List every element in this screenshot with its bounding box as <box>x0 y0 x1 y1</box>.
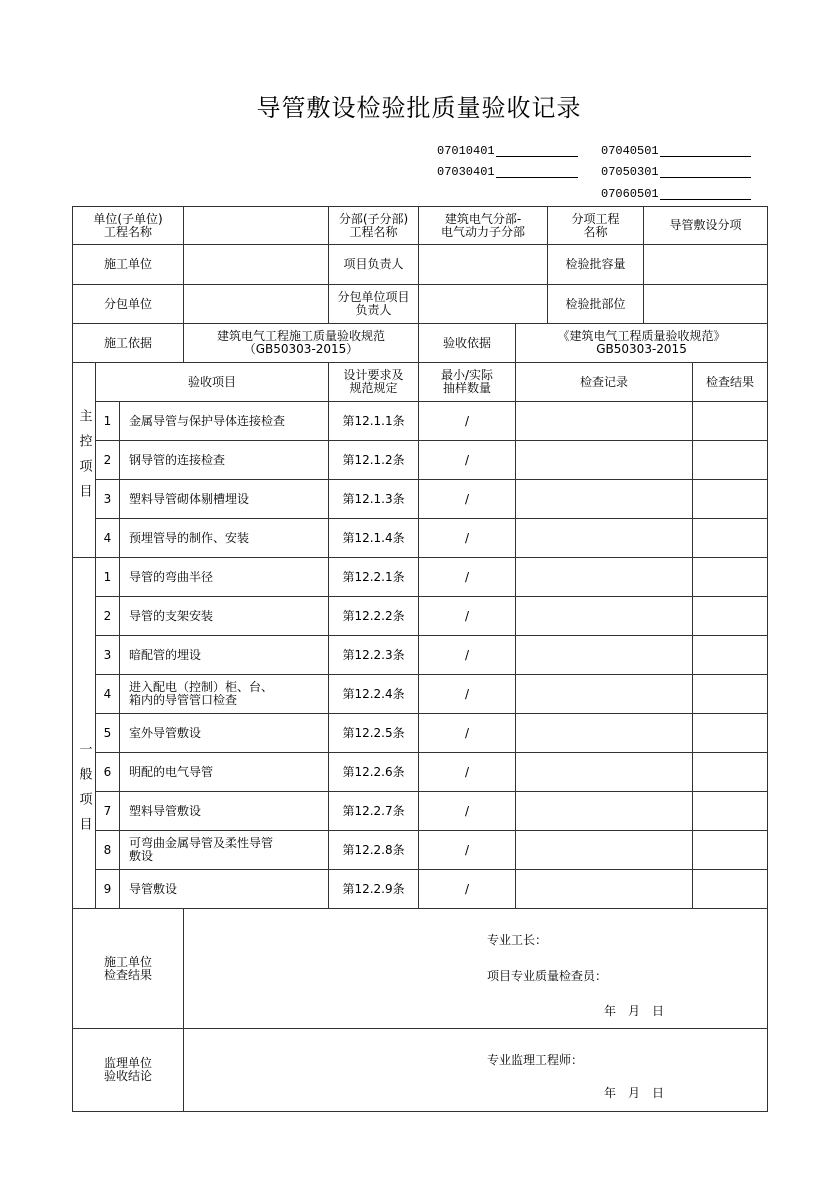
table-row <box>73 558 768 597</box>
item-sample: / <box>419 597 516 636</box>
col-item: 验收项目 <box>96 363 329 402</box>
item-sample: / <box>419 558 516 597</box>
item-record[interactable] <box>516 675 693 714</box>
table-row <box>73 831 768 870</box>
item-no: 2 <box>96 597 120 636</box>
table-row <box>73 753 768 792</box>
item-name: 进入配电（控制）柜、台、 箱内的导管管口检查 <box>120 675 329 714</box>
basis-value: 建筑电气工程施工质量验收规范 （GB50303-2015） <box>184 324 419 363</box>
item-record[interactable] <box>516 792 693 831</box>
table-row <box>73 636 768 675</box>
item-result[interactable] <box>693 753 768 792</box>
item-sample: / <box>419 831 516 870</box>
code-blank[interactable] <box>496 177 578 178</box>
item-clause: 第12.2.4条 <box>329 675 419 714</box>
code-blank[interactable] <box>496 156 578 157</box>
item-record[interactable] <box>516 558 693 597</box>
item-clause: 第12.2.8条 <box>329 831 419 870</box>
contractor-result-label: 施工单位 检查结果 <box>73 909 184 1029</box>
item-sample: / <box>419 792 516 831</box>
table-row <box>73 675 768 714</box>
item-result[interactable] <box>693 519 768 558</box>
item-no: 5 <box>96 714 120 753</box>
date-label: 年 月 日 <box>604 1086 665 1100</box>
main-control-text: 主控项目 <box>76 408 92 509</box>
contractor-value[interactable] <box>184 245 329 285</box>
item-record[interactable] <box>516 402 693 441</box>
contractor-label: 施工单位 <box>73 245 184 285</box>
item-name: 暗配管的埋设 <box>120 636 329 675</box>
item-clause: 第12.1.4条 <box>329 519 419 558</box>
item-sample: / <box>419 870 516 909</box>
item-clause: 第12.2.1条 <box>329 558 419 597</box>
item-result[interactable] <box>693 636 768 675</box>
col-design: 设计要求及 规范规定 <box>329 363 419 402</box>
item-clause: 第12.1.3条 <box>329 480 419 519</box>
item-name: 导管敷设 <box>120 870 329 909</box>
item-result[interactable] <box>693 792 768 831</box>
item-sample: / <box>419 441 516 480</box>
item-clause: 第12.2.5条 <box>329 714 419 753</box>
subitem-label: 分项工程 名称 <box>548 207 644 245</box>
unit-label: 单位(子单位) 工程名称 <box>73 207 184 245</box>
item-no: 9 <box>96 870 120 909</box>
item-result[interactable] <box>693 441 768 480</box>
main-control-label <box>73 363 96 558</box>
code: 07030401 <box>437 165 495 179</box>
item-no: 1 <box>96 402 120 441</box>
item-no: 1 <box>96 558 120 597</box>
item-record[interactable] <box>516 519 693 558</box>
item-name: 可弯曲金属导管及柔性导管 敷设 <box>120 831 329 870</box>
supervisor-label: 监理单位 验收结论 <box>73 1029 184 1112</box>
item-name: 钢导管的连接检查 <box>120 441 329 480</box>
sub-value[interactable] <box>184 285 329 324</box>
code-blank[interactable] <box>660 177 751 178</box>
item-name: 导管的弯曲半径 <box>120 558 329 597</box>
item-sample: / <box>419 519 516 558</box>
contractor-result-area[interactable] <box>184 909 768 1029</box>
item-clause: 第12.2.6条 <box>329 753 419 792</box>
table-row <box>73 441 768 480</box>
general-label <box>73 558 96 909</box>
capacity-label: 检验批容量 <box>548 245 644 285</box>
item-record[interactable] <box>516 636 693 675</box>
pm-label: 项目负责人 <box>329 245 419 285</box>
item-record[interactable] <box>516 831 693 870</box>
unit-value[interactable] <box>184 207 329 245</box>
col-sample: 最小/实际 抽样数量 <box>419 363 516 402</box>
item-clause: 第12.1.1条 <box>329 402 419 441</box>
foreman-label: 专业工长： <box>487 933 548 947</box>
inspector-label: 项目专业质量检查员： <box>487 969 608 983</box>
item-result[interactable] <box>693 675 768 714</box>
item-sample: / <box>419 636 516 675</box>
item-name: 导管的支架安装 <box>120 597 329 636</box>
item-clause: 第12.2.7条 <box>329 792 419 831</box>
item-clause: 第12.2.2条 <box>329 597 419 636</box>
pm-value[interactable] <box>419 245 548 285</box>
item-sample: / <box>419 675 516 714</box>
code: 07060501 <box>601 187 659 201</box>
item-name: 室外导管敷设 <box>120 714 329 753</box>
item-name: 明配的电气导管 <box>120 753 329 792</box>
item-sample: / <box>419 402 516 441</box>
item-clause: 第12.2.3条 <box>329 636 419 675</box>
item-sample: / <box>419 753 516 792</box>
item-sample: / <box>419 480 516 519</box>
table-row <box>73 519 768 558</box>
item-name: 预埋管导的制作、安装 <box>120 519 329 558</box>
location-value[interactable] <box>644 285 768 324</box>
table-row <box>73 792 768 831</box>
item-result[interactable] <box>693 870 768 909</box>
table-row <box>73 870 768 909</box>
subitem-value: 导管敷设分项 <box>644 207 768 245</box>
item-clause: 第12.2.9条 <box>329 870 419 909</box>
item-record[interactable] <box>516 870 693 909</box>
item-name: 塑料导管敷设 <box>120 792 329 831</box>
item-record[interactable] <box>516 714 693 753</box>
item-no: 8 <box>96 831 120 870</box>
item-result[interactable] <box>693 597 768 636</box>
item-record[interactable] <box>516 480 693 519</box>
item-result[interactable] <box>693 480 768 519</box>
item-sample: / <box>419 714 516 753</box>
supervisor-area[interactable] <box>184 1029 768 1112</box>
code: 07040501 <box>601 144 659 158</box>
code: 07010401 <box>437 144 495 158</box>
general-text: 一般项目 <box>76 741 92 842</box>
table-row <box>73 597 768 636</box>
table-row <box>73 402 768 441</box>
item-no: 4 <box>96 675 120 714</box>
acc-basis-label: 验收依据 <box>419 324 516 363</box>
basis-label: 施工依据 <box>73 324 184 363</box>
item-record[interactable] <box>516 753 693 792</box>
sub-pm-value[interactable] <box>419 285 548 324</box>
item-clause: 第12.1.2条 <box>329 441 419 480</box>
item-result[interactable] <box>693 714 768 753</box>
col-result: 检查结果 <box>693 363 768 402</box>
date-label: 年 月 日 <box>604 1004 665 1018</box>
sub-label: 分包单位 <box>73 285 184 324</box>
item-name: 塑料导管砌体剔槽埋设 <box>120 480 329 519</box>
item-no: 7 <box>96 792 120 831</box>
code-blank[interactable] <box>660 199 751 200</box>
item-no: 4 <box>96 519 120 558</box>
table-row <box>73 480 768 519</box>
item-no: 3 <box>96 636 120 675</box>
item-result[interactable] <box>693 558 768 597</box>
location-label: 检验批部位 <box>548 285 644 324</box>
engineer-label: 专业监理工程师： <box>487 1053 584 1067</box>
table-row <box>73 714 768 753</box>
sub-pm-label: 分包单位项目 负责人 <box>329 285 419 324</box>
item-result[interactable] <box>693 831 768 870</box>
col-record: 检查记录 <box>516 363 693 402</box>
item-name: 金属导管与保护导体连接检查 <box>120 402 329 441</box>
acc-basis-value: 《建筑电气工程质量验收规范》 GB50303-2015 <box>516 324 768 363</box>
code-blank[interactable] <box>660 156 751 157</box>
page-title: 导管敷设检验批质量验收记录 <box>256 94 582 122</box>
item-record[interactable] <box>516 441 693 480</box>
item-result[interactable] <box>693 402 768 441</box>
item-no: 6 <box>96 753 120 792</box>
code: 07050301 <box>601 165 659 179</box>
record-table <box>72 206 768 1112</box>
item-record[interactable] <box>516 597 693 636</box>
capacity-value[interactable] <box>644 245 768 285</box>
item-no: 3 <box>96 480 120 519</box>
item-no: 2 <box>96 441 120 480</box>
division-label: 分部(子分部) 工程名称 <box>329 207 419 245</box>
division-value: 建筑电气分部- 电气动力子分部 <box>419 207 548 245</box>
